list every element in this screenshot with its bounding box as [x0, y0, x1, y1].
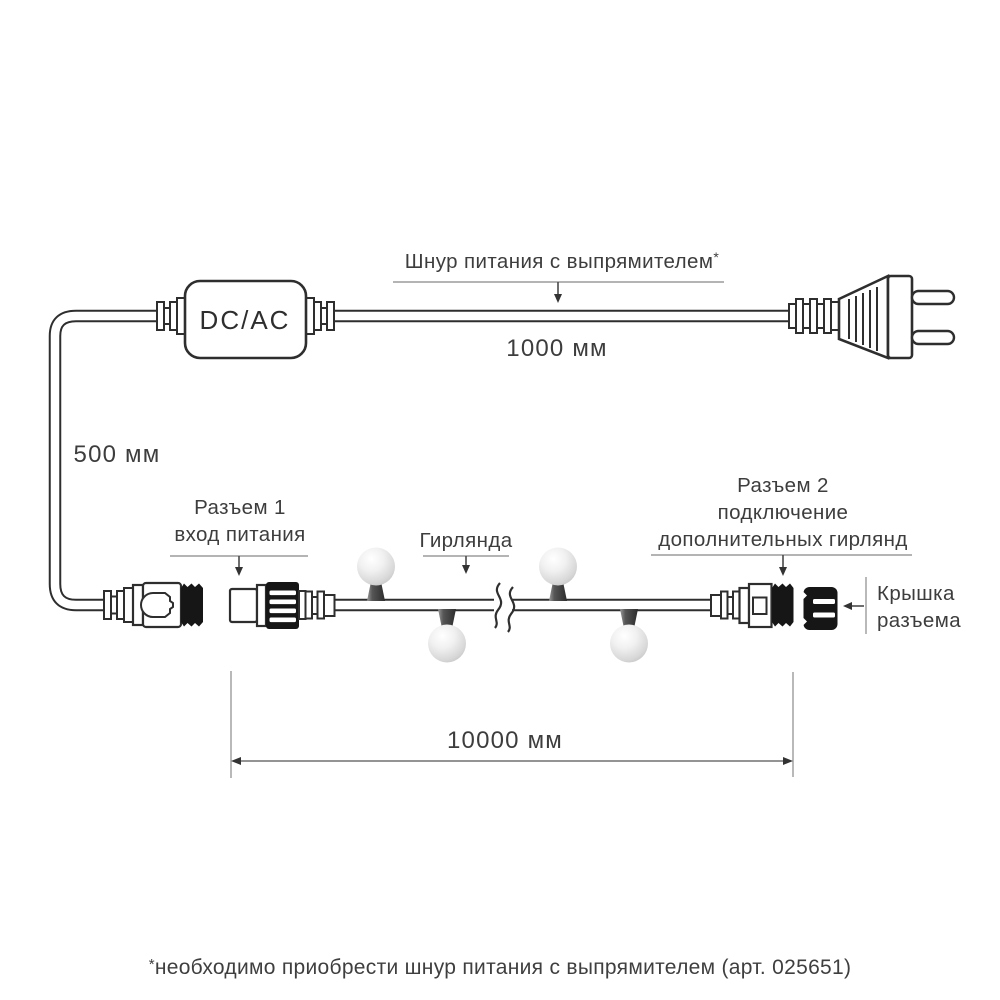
plug-strain-relief — [789, 299, 839, 333]
garland-arrowhead — [462, 565, 470, 574]
garland-bulb-3 — [539, 548, 577, 602]
connector1-socket — [230, 589, 257, 622]
connector1-label-line1: Разъем 1 — [194, 496, 286, 519]
cap-arrowhead — [843, 602, 852, 610]
connector2-arrowhead — [779, 567, 787, 576]
cord-length-500-label: 500 мм — [73, 441, 161, 468]
cap-callout — [843, 577, 961, 634]
garland-dimension — [231, 671, 793, 778]
garland-callout — [419, 529, 512, 574]
bulb-globe — [357, 548, 395, 586]
garland-bulb-2 — [428, 609, 466, 663]
cord-length-1000-label: 1000 мм — [506, 335, 608, 362]
connector1-female-gland — [299, 591, 335, 619]
dc-ac-adapter-label: DC/AC — [199, 305, 291, 335]
power-cord-label — [405, 249, 720, 273]
connector2-cable-gland — [711, 592, 740, 619]
bulb-globe — [428, 625, 466, 663]
bulb-socket — [367, 584, 385, 601]
connector2-label-line3: дополнительных гирлянд — [658, 528, 908, 551]
cap-label-line2: разъема — [877, 609, 962, 632]
connector2-socket-slot — [753, 598, 767, 615]
footnote-asterisk: * — [148, 956, 155, 973]
connector1-callout — [170, 496, 308, 576]
power-cord-label-text: Шнур питания с выпрямителем — [404, 250, 714, 273]
garland-bulb-1 — [357, 548, 395, 602]
adapter-cable-gland-left — [157, 298, 186, 334]
connector2-label-line1: Разъем 2 — [737, 474, 829, 497]
connector1-cable-gland — [104, 588, 133, 622]
connector2-callout — [651, 474, 912, 576]
dimension-arrowhead-left — [231, 757, 241, 765]
connector2-collar — [740, 588, 750, 623]
connector-cap-body — [804, 587, 838, 630]
power-plug — [839, 276, 954, 358]
bulb-globe — [610, 625, 648, 663]
garland-bulb-4 — [610, 609, 648, 663]
bulb-socket — [438, 609, 456, 626]
connector1-arrowhead — [235, 567, 243, 576]
power-cord-arrowhead — [554, 294, 562, 303]
connector1-pin-profile — [141, 593, 173, 617]
power-cord-label-asterisk: * — [713, 249, 720, 265]
connector1-female — [230, 582, 335, 629]
connector2-label-line2: подключение — [717, 501, 849, 524]
connector1-knurled-nut — [181, 584, 203, 627]
bulb-socket — [620, 609, 638, 626]
garland-label: Гирлянда — [419, 529, 513, 552]
bulb-socket — [549, 584, 567, 601]
bulb-globe — [539, 548, 577, 586]
wire-break-mark — [495, 583, 514, 632]
connector1-label-line2: вход питания — [174, 523, 306, 546]
footnote-text: необходимо приобрести шнур питания с выпрямителем (арт. 025651) — [154, 956, 852, 979]
connector1-male — [104, 583, 203, 627]
garland-length-label: 10000 мм — [446, 727, 564, 754]
connector-cap — [804, 587, 838, 630]
cap-label-line1: Крышка — [877, 582, 955, 605]
connector2-knurled-nut — [772, 584, 794, 627]
footnote — [149, 956, 852, 979]
power-cord-callout — [393, 249, 724, 303]
adapter-cable-gland-right — [305, 298, 334, 334]
connector2 — [711, 584, 794, 628]
plug-face — [888, 276, 912, 358]
plug-prong-bottom — [912, 331, 954, 344]
dimension-arrowhead-right — [783, 757, 793, 765]
plug-prong-top — [912, 291, 954, 304]
connector1-female-collar — [257, 585, 266, 626]
